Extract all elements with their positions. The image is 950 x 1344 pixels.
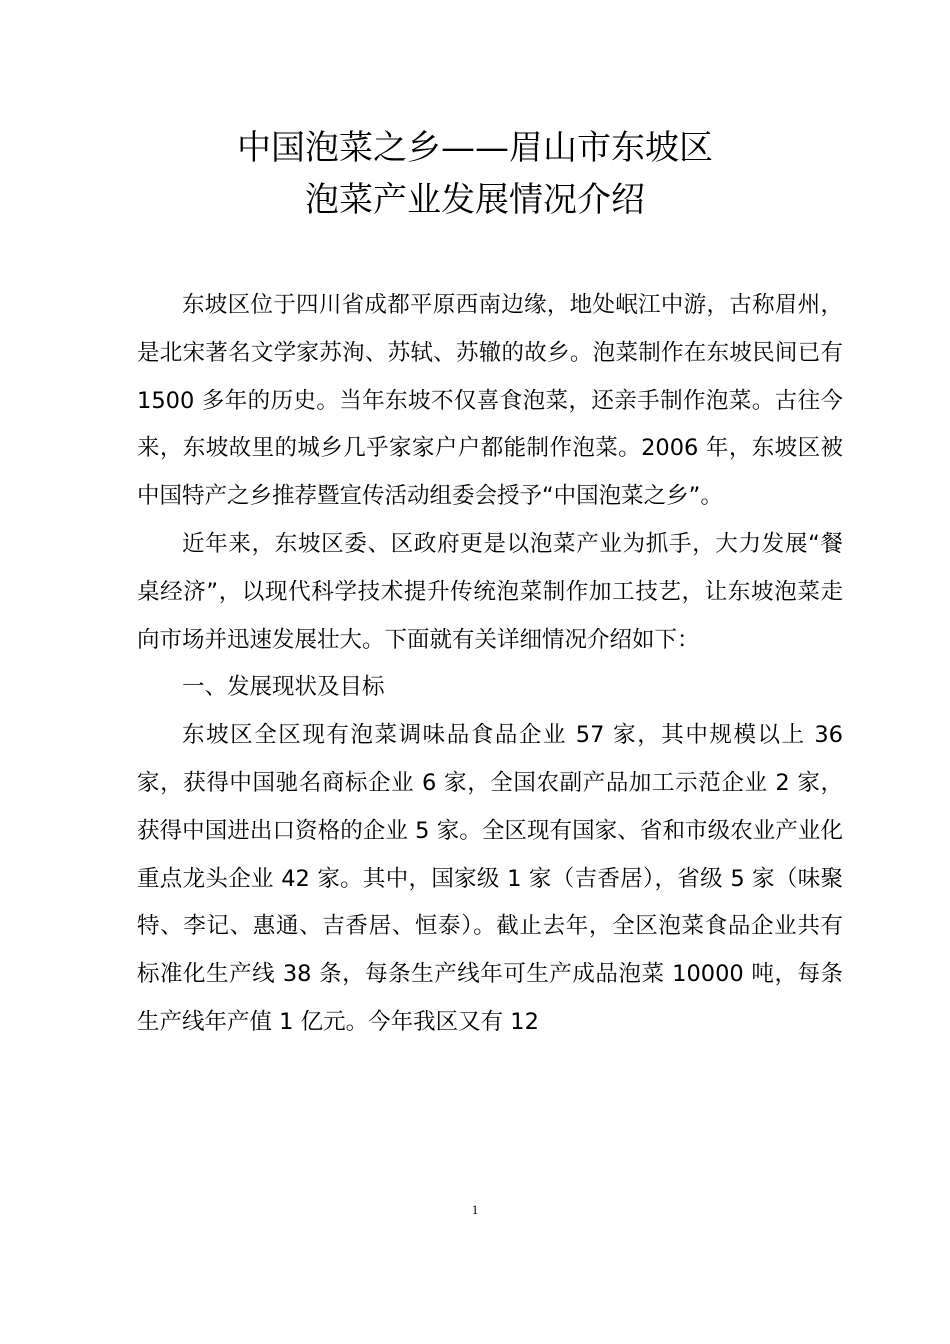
- paragraph-intro: 东坡区位于四川省成都平原西南边缘，地处岷江中游，古称眉州，是北宋著名文学家苏洵、苏轼、苏辙的故乡。泡菜制作在东坡民间已有 1500 多年的历史。当年东坡不仅喜食泡菜，还亲手制作泡菜。古往今来，东坡故里的城乡几乎家家户户都能制作泡菜。2006 年，东坡区被中国特产之乡推荐暨宣传活动组委会授予“中国泡菜之乡”。: [137, 292, 843, 510]
- page-number: 1: [471, 1202, 479, 1217]
- document-body: [137, 282, 843, 1047]
- section-heading: 一、发展现状及目标: [182, 674, 385, 701]
- paragraph-status: 东坡区全区现有泡菜调味品食品企业 57 家，其中规模以上 36 家，获得中国驰名商标企业 6 家，全国农副产品加工示范企业 2 家，获得中国进出口资格的企业 5 家。全区现有国家、省和市级农业产业化重点龙头企业 42 家。其中，国家级 1 家（吉香居），省级 5 家（味聚特、李记、惠通、吉香居、恒泰）。截止去年，全区泡菜食品企业共有标准化生产线 38 条，每条生产线年可生产成品泡菜 10000 吨，每条生产线年产值 1 亿元。今年我区又有 12: [137, 722, 843, 1035]
- paragraph-recent-years: 近年来，东坡区委、区政府更是以泡菜产业为抓手，大力发展“餐桌经济”，以现代科学技术提升传统泡菜制作加工技艺，让东坡泡菜走向市场并迅速发展壮大。下面就有关详细情况介绍如下：: [137, 530, 843, 653]
- title-line-2: 泡菜产业发展情况介绍: [305, 180, 645, 220]
- title-line-1: 中国泡菜之乡——眉山市东坡区: [237, 128, 713, 168]
- document-title: [0, 122, 950, 226]
